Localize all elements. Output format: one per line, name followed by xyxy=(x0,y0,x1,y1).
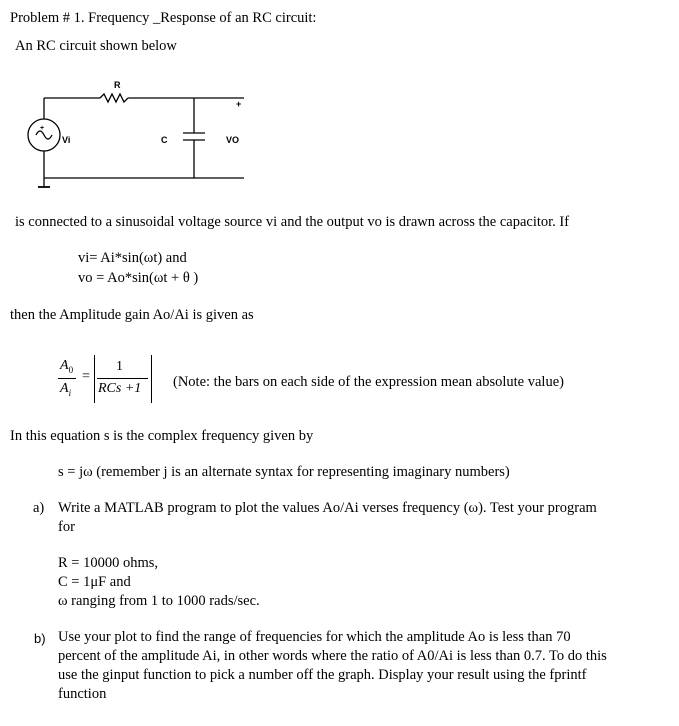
item-b-line2: percent of the amplitude Ai, in other words where the ratio of A0/Ai is less than 0.7. To do this xyxy=(58,648,607,664)
paragraph-complex-frequency: In this equation s is the complex frequency given by xyxy=(10,428,314,444)
param-omega-range: ω ranging from 1 to 1000 rads/sec. xyxy=(58,593,260,609)
paragraph-connected: is connected to a sinusoidal voltage source vi and the output vo is drawn across the capacitor. If xyxy=(15,214,570,230)
source-polarity-plus: + xyxy=(40,125,45,132)
intro-text: An RC circuit shown below xyxy=(15,38,177,54)
item-b-line3: use the ginput function to pick a number off the graph. Display your result using the fprintf xyxy=(58,667,587,683)
gain-formula xyxy=(58,356,158,406)
formula-equals: = xyxy=(82,369,90,384)
item-b-line4: function xyxy=(58,686,107,702)
param-capacitance: C = 1μF and xyxy=(58,574,131,590)
resistor-label: R xyxy=(114,80,121,90)
paragraph-amplitude-gain: then the Amplitude gain Ao/Ai is given as xyxy=(10,307,254,323)
formula-rhs-numerator: 1 xyxy=(116,359,123,374)
resistor-symbol xyxy=(100,94,128,102)
item-a-marker: a) xyxy=(33,500,45,516)
item-b-line1: Use your plot to find the range of frequencies for which the amplitude Ao is less than 70 xyxy=(58,629,571,645)
source-label: Vi xyxy=(62,135,71,145)
item-b-marker: b) xyxy=(34,631,46,646)
output-label: VO xyxy=(226,135,240,145)
formula-lhs-numerator-sub: 0 xyxy=(68,364,74,375)
formula-lhs-denominator-sub: i xyxy=(68,387,72,398)
item-a-line2: for xyxy=(58,519,75,535)
s-definition: s = jω (remember j is an alternate syntax for representing imaginary numbers) xyxy=(58,464,510,480)
output-plus-label: + xyxy=(236,99,242,109)
formula-rhs-denominator: RCs +1 xyxy=(98,381,142,396)
equation-vo: vo = Ao*sin(ωt + θ ) xyxy=(78,270,199,286)
problem-heading: Problem # 1. Frequency _Response of an RC circuit: xyxy=(10,10,317,26)
equation-vi: vi= Ai*sin(ωt) and xyxy=(78,250,187,266)
formula-lhs-denominator: A xyxy=(60,381,69,396)
item-a-line1: Write a MATLAB program to plot the values Ao/Ai verses frequency (ω). Test your program xyxy=(58,500,597,516)
formula-lhs-numerator: A xyxy=(60,358,69,373)
capacitor-label: C xyxy=(161,135,168,145)
rc-circuit-diagram xyxy=(0,70,679,270)
absolute-value-note: (Note: the bars on each side of the expression mean absolute value) xyxy=(173,374,564,390)
param-resistance: R = 10000 ohms, xyxy=(58,555,159,571)
